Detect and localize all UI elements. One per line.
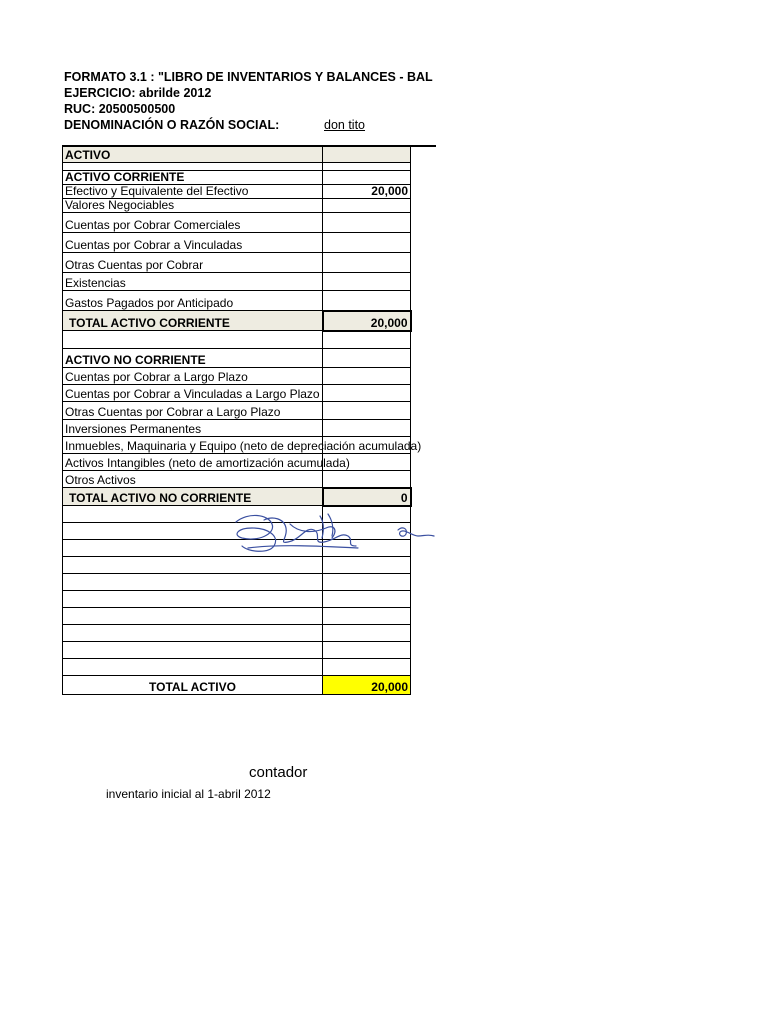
row-label: Inmuebles, Maquinaria y Equipo (neto de depreciación acumulada): [63, 437, 323, 454]
empty-cell: [323, 147, 411, 163]
row-label: Activos Intangibles (neto de amortización acumulada): [63, 454, 323, 471]
table-row: [63, 185, 411, 199]
balance-table: [62, 146, 422, 695]
contador-label: contador: [249, 764, 308, 781]
empty-row: [63, 642, 411, 659]
total-no-corriente-label: TOTAL ACTIVO NO CORRIENTE: [63, 488, 323, 506]
row-label: Cuentas por Cobrar a Vinculadas: [63, 233, 323, 253]
corriente-heading-row: [63, 171, 411, 185]
empty-row: [63, 574, 411, 591]
format-title: FORMATO 3.1 : "LIBRO DE INVENTARIOS Y BALANCES - BAL: [64, 70, 433, 84]
spacer-row: [63, 331, 411, 349]
activo-heading-row: [63, 147, 411, 163]
total-activo-row: [63, 676, 411, 695]
row-value: [323, 291, 411, 311]
empty-row: [63, 625, 411, 642]
table-row: [63, 437, 411, 454]
row-label: Gastos Pagados por Anticipado: [63, 291, 323, 311]
row-label: Cuentas por Cobrar a Largo Plazo: [63, 368, 323, 385]
row-value: 20,000: [323, 185, 411, 199]
total-activo-value: 20,000: [323, 676, 411, 695]
row-value: [323, 213, 411, 233]
table-row: [63, 233, 411, 253]
total-no-corriente-row: [63, 488, 411, 506]
total-corriente-value: 20,000: [323, 311, 411, 331]
empty-row: [63, 608, 411, 625]
table-row: [63, 402, 411, 420]
total-activo-label: TOTAL ACTIVO: [63, 676, 323, 695]
ruc-line: RUC: 20500500500: [64, 102, 176, 116]
row-value: [323, 199, 411, 213]
row-value: [323, 253, 411, 273]
ejercicio-line: EJERCICIO: abrilde 2012: [64, 86, 212, 100]
table-row: [63, 454, 411, 471]
table-row: [63, 291, 411, 311]
table-row: [63, 420, 411, 437]
table-row: [63, 273, 411, 291]
total-no-corriente-value: 0: [323, 488, 411, 506]
denominacion-value: don tito: [324, 118, 366, 132]
row-label: Inversiones Permanentes: [63, 420, 323, 437]
row-value: [323, 420, 411, 437]
row-label: Valores Negociables: [63, 199, 323, 213]
no-corriente-heading-row: [63, 349, 411, 368]
document-header: [64, 69, 436, 133]
row-value: [323, 233, 411, 253]
row-value: [323, 368, 411, 385]
table-row: [63, 253, 411, 273]
row-label: Efectivo y Equivalente del Efectivo: [63, 185, 323, 199]
table-row: [63, 213, 411, 233]
corriente-heading: ACTIVO CORRIENTE: [63, 171, 323, 185]
signature-scribble: [228, 508, 448, 560]
no-corriente-heading: ACTIVO NO CORRIENTE: [63, 349, 323, 368]
row-value: [323, 273, 411, 291]
activo-heading: ACTIVO: [63, 147, 323, 163]
table-row: [63, 368, 411, 385]
empty-row: [63, 659, 411, 676]
total-corriente-label: TOTAL ACTIVO CORRIENTE: [63, 311, 323, 331]
row-label: Cuentas por Cobrar Comerciales: [63, 213, 323, 233]
empty-row: [63, 591, 411, 608]
denominacion-label: DENOMINACIÓN O RAZÓN SOCIAL:: [64, 118, 280, 132]
row-value: [323, 471, 411, 488]
row-value: [323, 402, 411, 420]
row-label: Otras Cuentas por Cobrar: [63, 253, 323, 273]
row-label: Cuentas por Cobrar a Vinculadas a Largo Plazo: [63, 385, 323, 402]
row-value: [323, 385, 411, 402]
total-corriente-row: [63, 311, 411, 331]
table-row: [63, 385, 411, 402]
row-label: Otros Activos: [63, 471, 323, 488]
row-label: Otras Cuentas por Cobrar a Largo Plazo: [63, 402, 323, 420]
table-row: [63, 199, 411, 213]
table-row: [63, 471, 411, 488]
row-label: Existencias: [63, 273, 323, 291]
inventory-note: inventario inicial al 1-abril 2012: [106, 787, 271, 801]
